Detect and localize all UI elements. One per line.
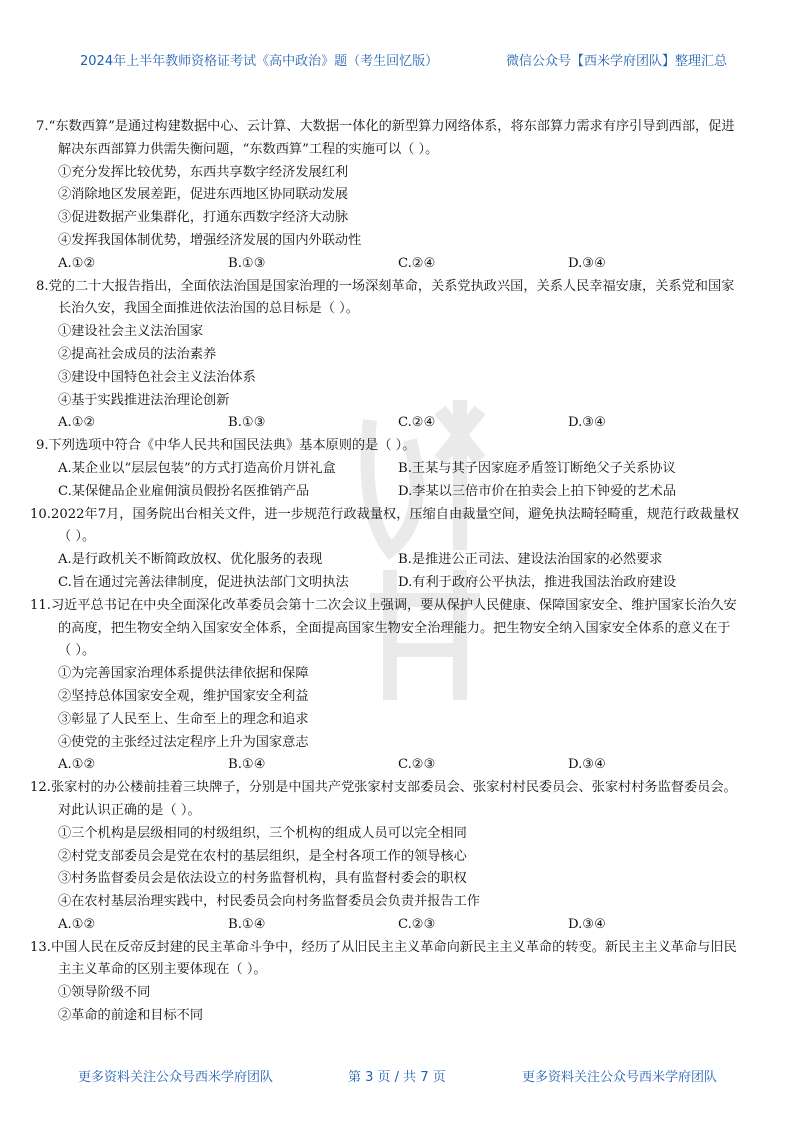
statement-option: ②革命的前途和目标不同	[58, 1008, 204, 1024]
answer-d: D.③④	[568, 757, 606, 773]
question-stem: 10.2022年7月，国务院出台相关文件，进一步规范行政裁量权，压缩自由裁量空间，避免执法畸轻畸重，规范行政裁量权（ ）。	[30, 506, 740, 545]
answer-choices	[0, 253, 800, 276]
page-footer	[0, 1066, 800, 1088]
statement-option: ②消除地区发展差距，促进东西地区协同联动发展	[58, 187, 349, 203]
answer-choices	[0, 481, 800, 504]
answer-d: D.③④	[568, 415, 606, 431]
page-number: 第 3 页 / 共 7 页	[348, 1070, 446, 1085]
question-11	[0, 595, 800, 777]
answer-a: A.某企业以“层层包装”的方式打造高价月饼礼盒	[58, 460, 336, 476]
statement-option: ①建设社会主义法治国家	[58, 324, 204, 340]
statement-option: ②村党支部委员会是党在农村的基层组织，是全村各项工作的领导核心	[58, 848, 467, 864]
footer-promo-left: 更多资料关注公众号西米学府团队	[78, 1070, 274, 1085]
statement-option: ①为完善国家治理体系提供法律依据和保障	[58, 666, 309, 682]
question-stem: 12.张家村的办公楼前挂着三块牌子，分别是中国共产党张家村支部委员会、张家村村民委员会、张家村村务监督委员会。对此认识正确的是（ ）。	[30, 780, 737, 818]
answer-c: C.②③	[398, 916, 436, 932]
statement-option: ②坚持总体国家安全观，维护国家安全利益	[58, 688, 309, 704]
answer-a: A.①②	[58, 916, 96, 932]
answer-c: C.某保健品企业雇佣演员假扮名医推销产品	[58, 483, 310, 499]
question-stem: 9.下列选项中符合《中华人民共和国民法典》基本原则的是（ ）。	[36, 438, 416, 454]
answer-d: D.③④	[568, 255, 606, 271]
question-stem: 13.中国人民在反帝反封建的民主革命斗争中，经历了从旧民主主义革命向新民主主义革命的转变。新民主主义革命与旧民主主义革命的区别主要体现在（ ）。	[30, 939, 737, 978]
answer-c: C.②④	[398, 415, 436, 431]
question-12	[0, 777, 800, 937]
answer-c: C.②④	[398, 255, 436, 271]
answer-c: C.②③	[398, 757, 436, 773]
answer-choices	[0, 458, 800, 481]
answer-b: B.是推进公正司法、建设法治国家的必然要求	[398, 552, 663, 568]
question-stem: 7.“东数西算”是通过构建数据中心、云计算、大数据一体化的新型算力网络体系，将东部算力需求有序引导到西部，促进解决东西部算力供需失衡问题，“东数西算”工程的实施可以（ ）。	[36, 119, 735, 157]
statement-option: ④使党的主张经过法定程序上升为国家意志	[58, 734, 309, 750]
answer-choices	[0, 412, 800, 435]
answer-b: B.①④	[228, 916, 266, 932]
statement-option: ①充分发挥比较优势，东西共享数字经济发展红利	[58, 164, 349, 180]
header-source: 微信公众号【西米学府团队】整理汇总	[506, 54, 728, 69]
answer-a: A.①②	[58, 255, 96, 271]
question-13	[0, 937, 800, 1028]
statement-option: ①领导阶级不同	[58, 985, 151, 1001]
statement-option: ③村务监督委员会是依法设立的村务监督机构，具有监督村委会的职权	[58, 871, 467, 887]
statement-option: ④发挥我国体制优势，增强经济发展的国内外联动性	[58, 232, 362, 248]
answer-choices	[0, 754, 800, 777]
answer-choices	[0, 572, 800, 595]
question-8	[0, 276, 800, 436]
question-7	[0, 116, 800, 276]
question-list	[0, 116, 800, 1028]
question-9	[0, 435, 800, 503]
answer-a: A.①②	[58, 415, 96, 431]
answer-d: D.李某以三倍市价在拍卖会上拍下钟爱的艺术品	[398, 483, 677, 499]
statement-option: ③彰显了人民至上、生命至上的理念和追求	[58, 711, 309, 727]
answer-a: A.是行政机关不断简政放权、优化服务的表现	[58, 552, 323, 568]
question-10	[0, 504, 800, 595]
answer-a: A.①②	[58, 757, 96, 773]
question-stem: 8.党的二十大报告指出，全面依法治国是国家治理的一场深刻革命，关系党执政兴国，关系人民幸福安康，关系党和国家长治久安，我国全面推进依法治国的总目标是（ ）。	[36, 278, 735, 317]
footer-promo-right: 更多资料关注公众号西米学府团队	[522, 1070, 718, 1085]
answer-b: B.①④	[228, 757, 266, 773]
answer-b: B.①③	[228, 255, 266, 271]
answer-choices	[0, 549, 800, 572]
question-stem: 11.习近平总书记在中央全面深化改革委员会第十二次会议上强调，要从保护人民健康、保障国家安全、维护国家长治久安的高度，把生物安全纳入国家安全体系，全面提高国家生物安全治理能力。把生物安全纳入国家安全体系的意义在于（ ）。	[30, 597, 737, 659]
header-title: 2024年上半年教师资格证考试《高中政治》题（考生回忆版）	[80, 54, 439, 69]
statement-option: ①三个机构是层级相同的村级组织，三个机构的组成人员可以完全相同	[58, 825, 467, 841]
answer-choices	[0, 914, 800, 937]
answer-c: C.旨在通过完善法律制度，促进执法部门文明执法	[58, 574, 349, 590]
answer-b: B.①③	[228, 415, 266, 431]
answer-d: D.③④	[568, 916, 606, 932]
answer-d: D.有利于政府公平执法，推进我国法治政府建设	[398, 574, 677, 590]
statement-option: ③建设中国特色社会主义法治体系	[58, 369, 256, 385]
statement-option: ②提高社会成员的法治素养	[58, 346, 217, 362]
page-header	[0, 50, 800, 72]
statement-option: ③促进数据产业集群化，打通东西数字经济大动脉	[58, 210, 349, 226]
statement-option: ④基于实践推进法治理论创新	[58, 392, 230, 408]
answer-b: B.王某与其子因家庭矛盾签订断绝父子关系协议	[398, 460, 676, 476]
statement-option: ④在农村基层治理实践中，村民委员会向村务监督委员会负责并报告工作	[58, 894, 480, 910]
